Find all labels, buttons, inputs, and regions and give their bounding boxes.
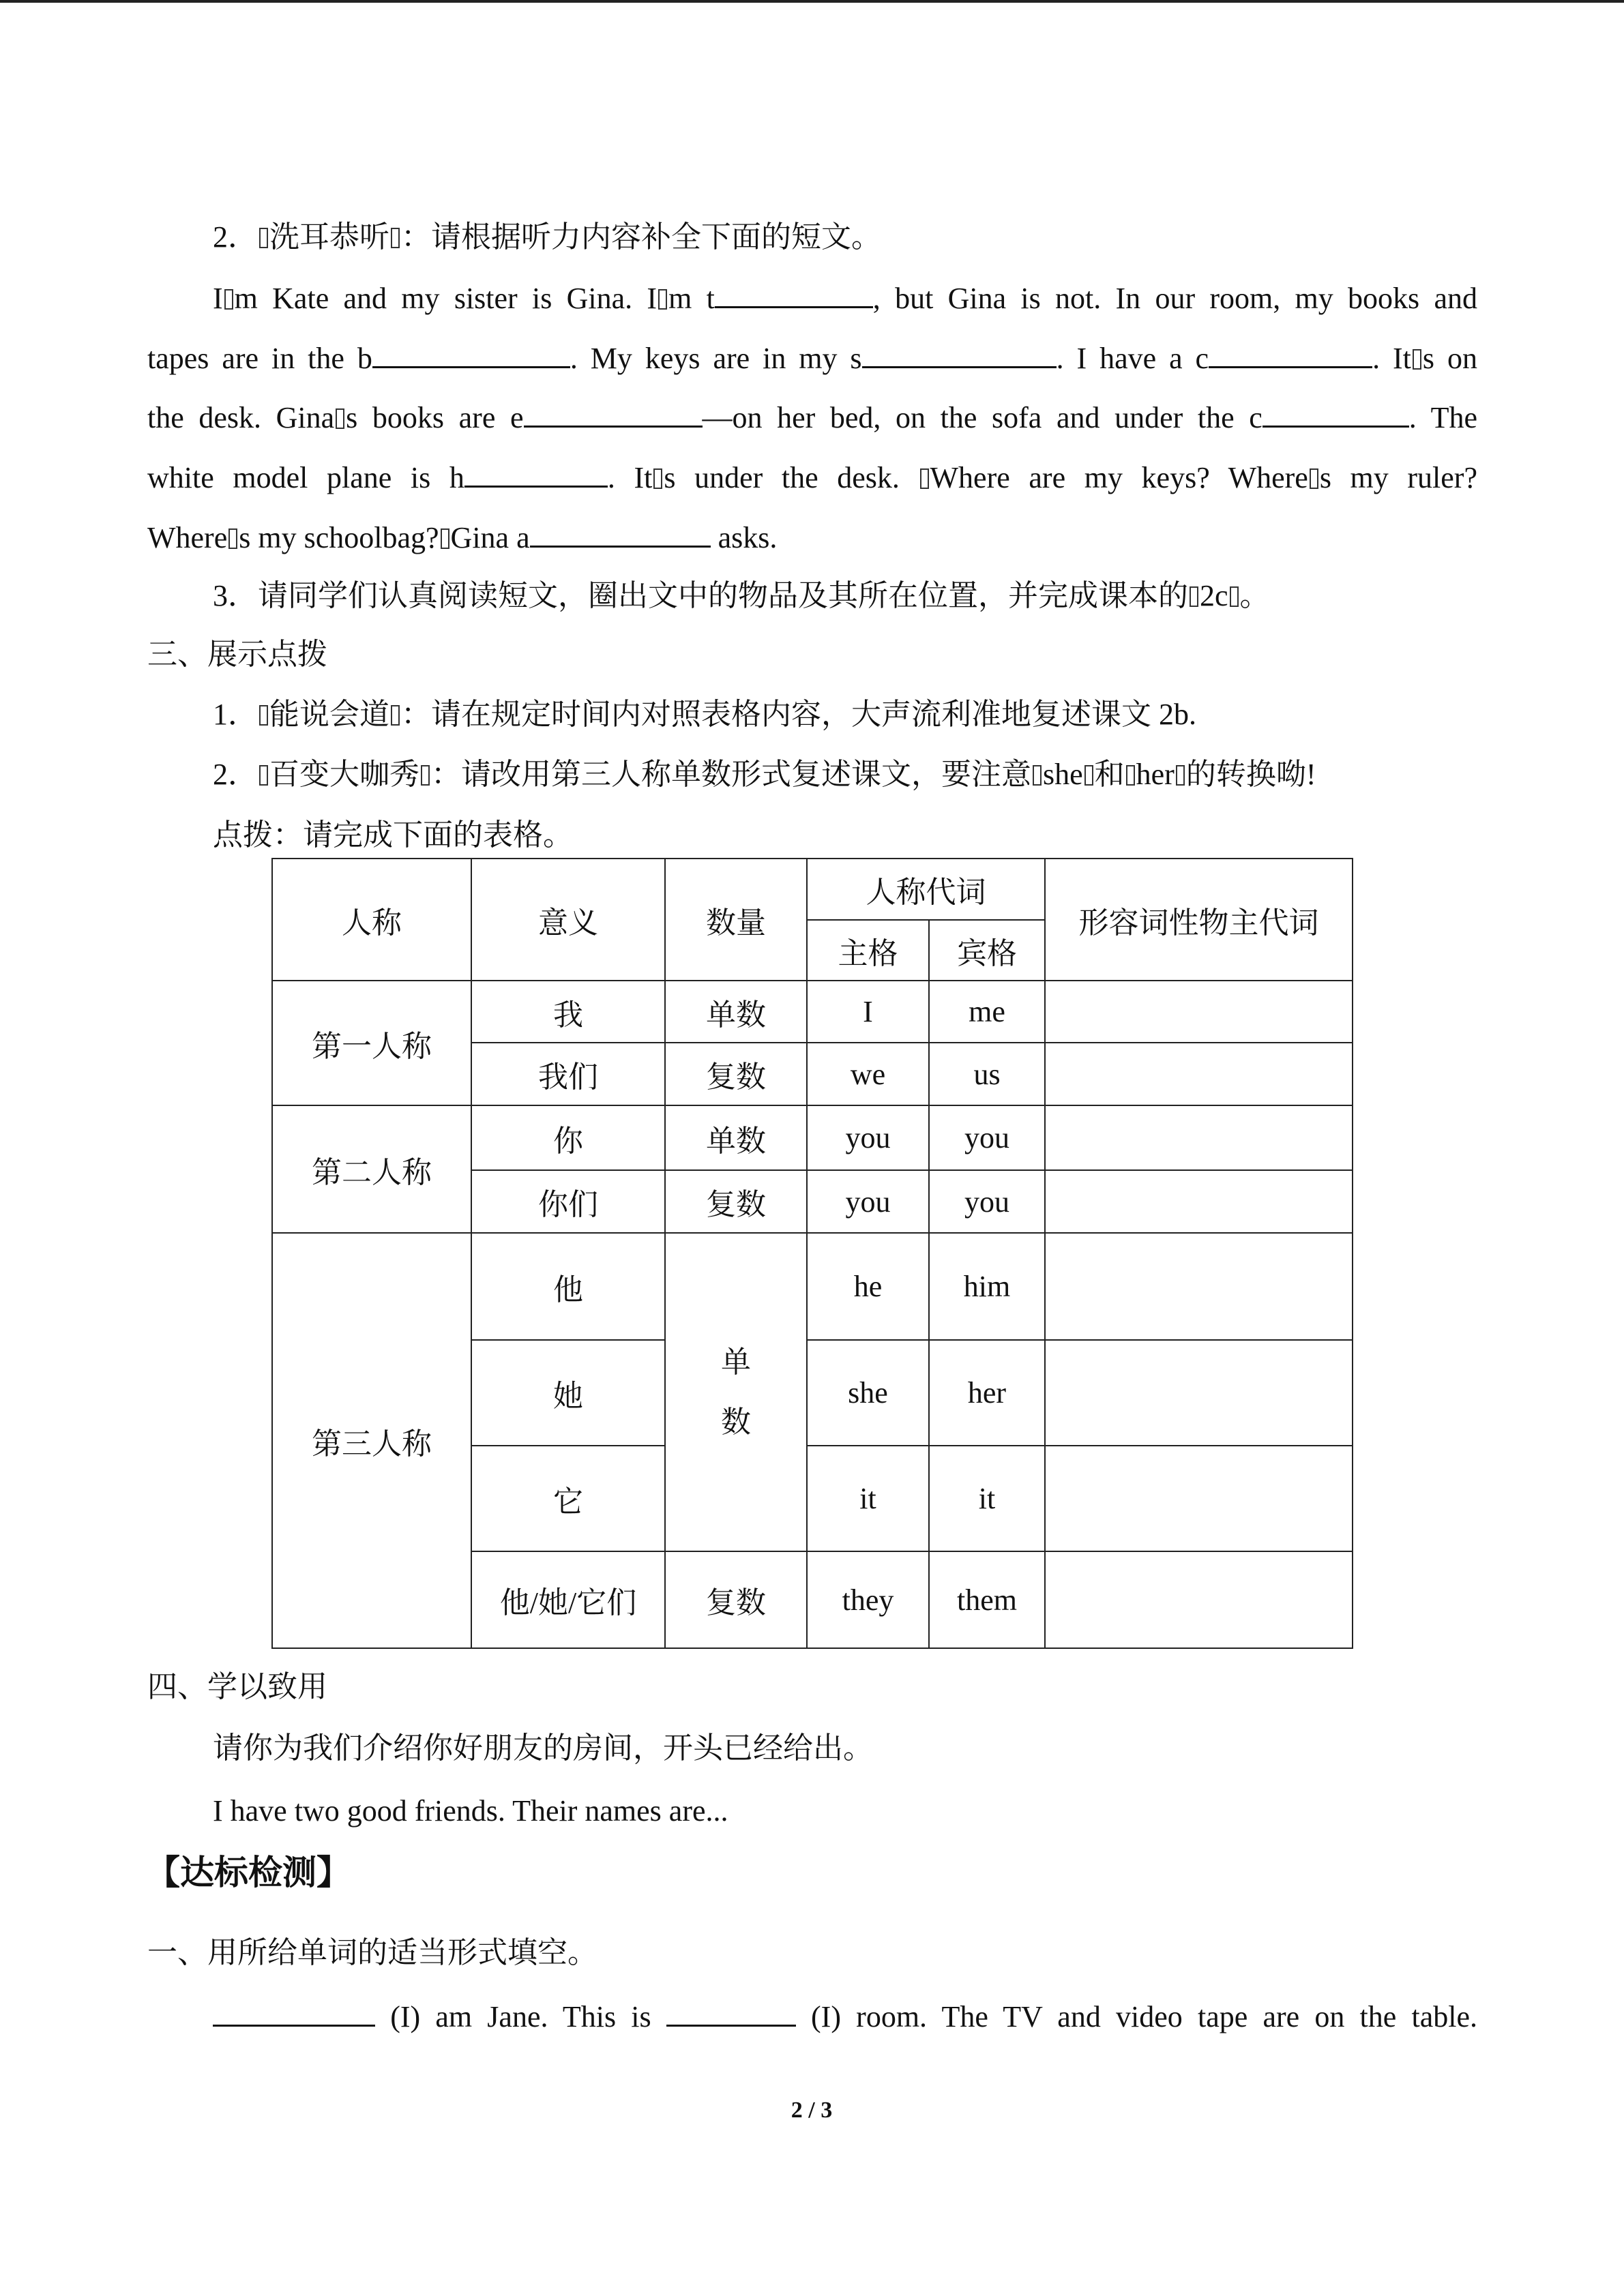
meaning-cell: 他/她/它们	[471, 1551, 665, 1648]
item-number: 2．	[213, 220, 258, 254]
tip-text: 点拨：请完成下面的表格。	[213, 818, 573, 852]
answer-blank[interactable]	[666, 1999, 796, 2027]
instruction-text: ：请根据听力内容补全下面的短文。	[401, 220, 881, 254]
table-header-row	[272, 859, 1353, 920]
header-object: 宾格	[929, 920, 1045, 981]
singular-char: 单	[721, 1345, 751, 1379]
placeholder-box	[259, 228, 268, 248]
section-4-title: 四、学以致用	[147, 1670, 327, 1703]
object-cell: them	[929, 1551, 1045, 1648]
check-question-1-title: 一、用所给单词的适当形式填空。	[147, 1936, 597, 1969]
answer-blank[interactable]	[1209, 340, 1372, 368]
first-person-label: 第一人称	[272, 981, 471, 1105]
header-person: 人称	[272, 859, 471, 981]
subject-cell: she	[807, 1340, 929, 1446]
number-cell: 复数	[665, 1043, 807, 1105]
section-3-title: 三、展示点拨	[147, 638, 327, 671]
reading-instruction: 3．请同学们认真阅读短文，圈出文中的物品及其所在位置，并完成课本的 2c 。	[213, 579, 1270, 612]
pronoun-table	[271, 858, 1353, 1649]
section-4-starter: I have two good friends. Their names are...	[213, 1794, 728, 1828]
table-row	[272, 1105, 1353, 1170]
possessive-answer-cell[interactable]	[1045, 1446, 1353, 1551]
answer-blank[interactable]	[862, 340, 1057, 368]
meaning-cell: 我	[471, 981, 665, 1043]
subject-cell: they	[807, 1551, 929, 1648]
subject-cell: we	[807, 1043, 929, 1105]
passage-line-3: the desk. Gina s books are e —on her bed, on the sofa and under the c . The	[147, 401, 1478, 434]
meaning-cell: 你们	[471, 1170, 665, 1233]
meaning-cell: 你	[471, 1105, 665, 1170]
number-cell: 单数	[665, 1105, 807, 1170]
header-possessive: 形容词性物主代词	[1045, 859, 1353, 981]
answer-blank[interactable]	[1263, 400, 1409, 428]
item-label: 洗耳恭听	[269, 220, 389, 254]
placeholder-box	[391, 228, 400, 248]
section-4-instruction: 请你为我们介绍你好朋友的房间，开头已经给出。	[213, 1731, 873, 1765]
header-number: 数量	[665, 859, 807, 981]
object-cell: us	[929, 1043, 1045, 1105]
object-cell: him	[929, 1233, 1045, 1340]
answer-blank[interactable]	[524, 400, 703, 428]
passage-line-5: Where s my schoolbag? Gina a asks.	[147, 521, 778, 554]
possessive-answer-cell[interactable]	[1045, 1233, 1353, 1340]
subject-cell: I	[807, 981, 929, 1043]
passage-line-4: white model plane is h . It s under the desk. Where are my keys? Where s my ruler?	[147, 461, 1477, 494]
possessive-answer-cell[interactable]	[1045, 1551, 1353, 1648]
table-row	[272, 1233, 1353, 1340]
top-border	[0, 0, 1624, 3]
answer-blank[interactable]	[715, 280, 873, 308]
possessive-answer-cell[interactable]	[1045, 1105, 1353, 1170]
object-cell: me	[929, 981, 1045, 1043]
header-meaning: 意义	[471, 859, 665, 981]
table-row	[272, 981, 1353, 1043]
object-cell: you	[929, 1105, 1045, 1170]
number-cell: 单数	[665, 981, 807, 1043]
passage-line-2: tapes are in the b . My keys are in my s . I have a c . It s on	[147, 342, 1477, 375]
section-3-item-1: 1． 能说会道 ：请在规定时间内对照表格内容，大声流利准地复述课文 2b.	[213, 698, 1196, 731]
answer-blank[interactable]	[213, 1999, 375, 2027]
possessive-answer-cell[interactable]	[1045, 1170, 1353, 1233]
second-person-label: 第二人称	[272, 1105, 471, 1233]
answer-blank[interactable]	[464, 460, 608, 488]
number-cell: 复数	[665, 1170, 807, 1233]
section-3-item-2: 2． 百变大咖秀 ：请改用第三人称单数形式复述课文，要注意 she 和 her 的转换呦!	[213, 758, 1316, 791]
page-number: 2 / 3	[791, 2098, 833, 2123]
possessive-answer-cell[interactable]	[1045, 1340, 1353, 1446]
subject-cell: it	[807, 1446, 929, 1551]
meaning-cell: 他	[471, 1233, 665, 1340]
singular-char: 数	[721, 1405, 751, 1439]
third-singular-cell	[665, 1233, 807, 1551]
number-cell: 复数	[665, 1551, 807, 1648]
meaning-cell: 我们	[471, 1043, 665, 1105]
check-heading: 【达标检测】	[146, 1853, 351, 1892]
meaning-cell: 它	[471, 1446, 665, 1551]
third-person-label: 第三人称	[272, 1233, 471, 1648]
object-cell: her	[929, 1340, 1045, 1446]
possessive-answer-cell[interactable]	[1045, 1043, 1353, 1105]
header-subject: 主格	[807, 920, 929, 981]
listening-instruction	[213, 217, 881, 258]
meaning-cell: 她	[471, 1340, 665, 1446]
check-question-1-line: (I) am Jane. This is (I) room. The TV and video tape are on the table.	[213, 1997, 1477, 2038]
header-pronoun: 人称代词	[807, 859, 1045, 920]
subject-cell: you	[807, 1170, 929, 1233]
object-cell: it	[929, 1446, 1045, 1551]
passage-line-1: I m Kate and my sister is Gina. I m t , but Gina is not. In our room, my books and	[213, 282, 1477, 315]
subject-cell: he	[807, 1233, 929, 1340]
subject-cell: you	[807, 1105, 929, 1170]
possessive-answer-cell[interactable]	[1045, 981, 1353, 1043]
answer-blank[interactable]	[530, 520, 711, 548]
object-cell: you	[929, 1170, 1045, 1233]
answer-blank[interactable]	[372, 340, 570, 368]
